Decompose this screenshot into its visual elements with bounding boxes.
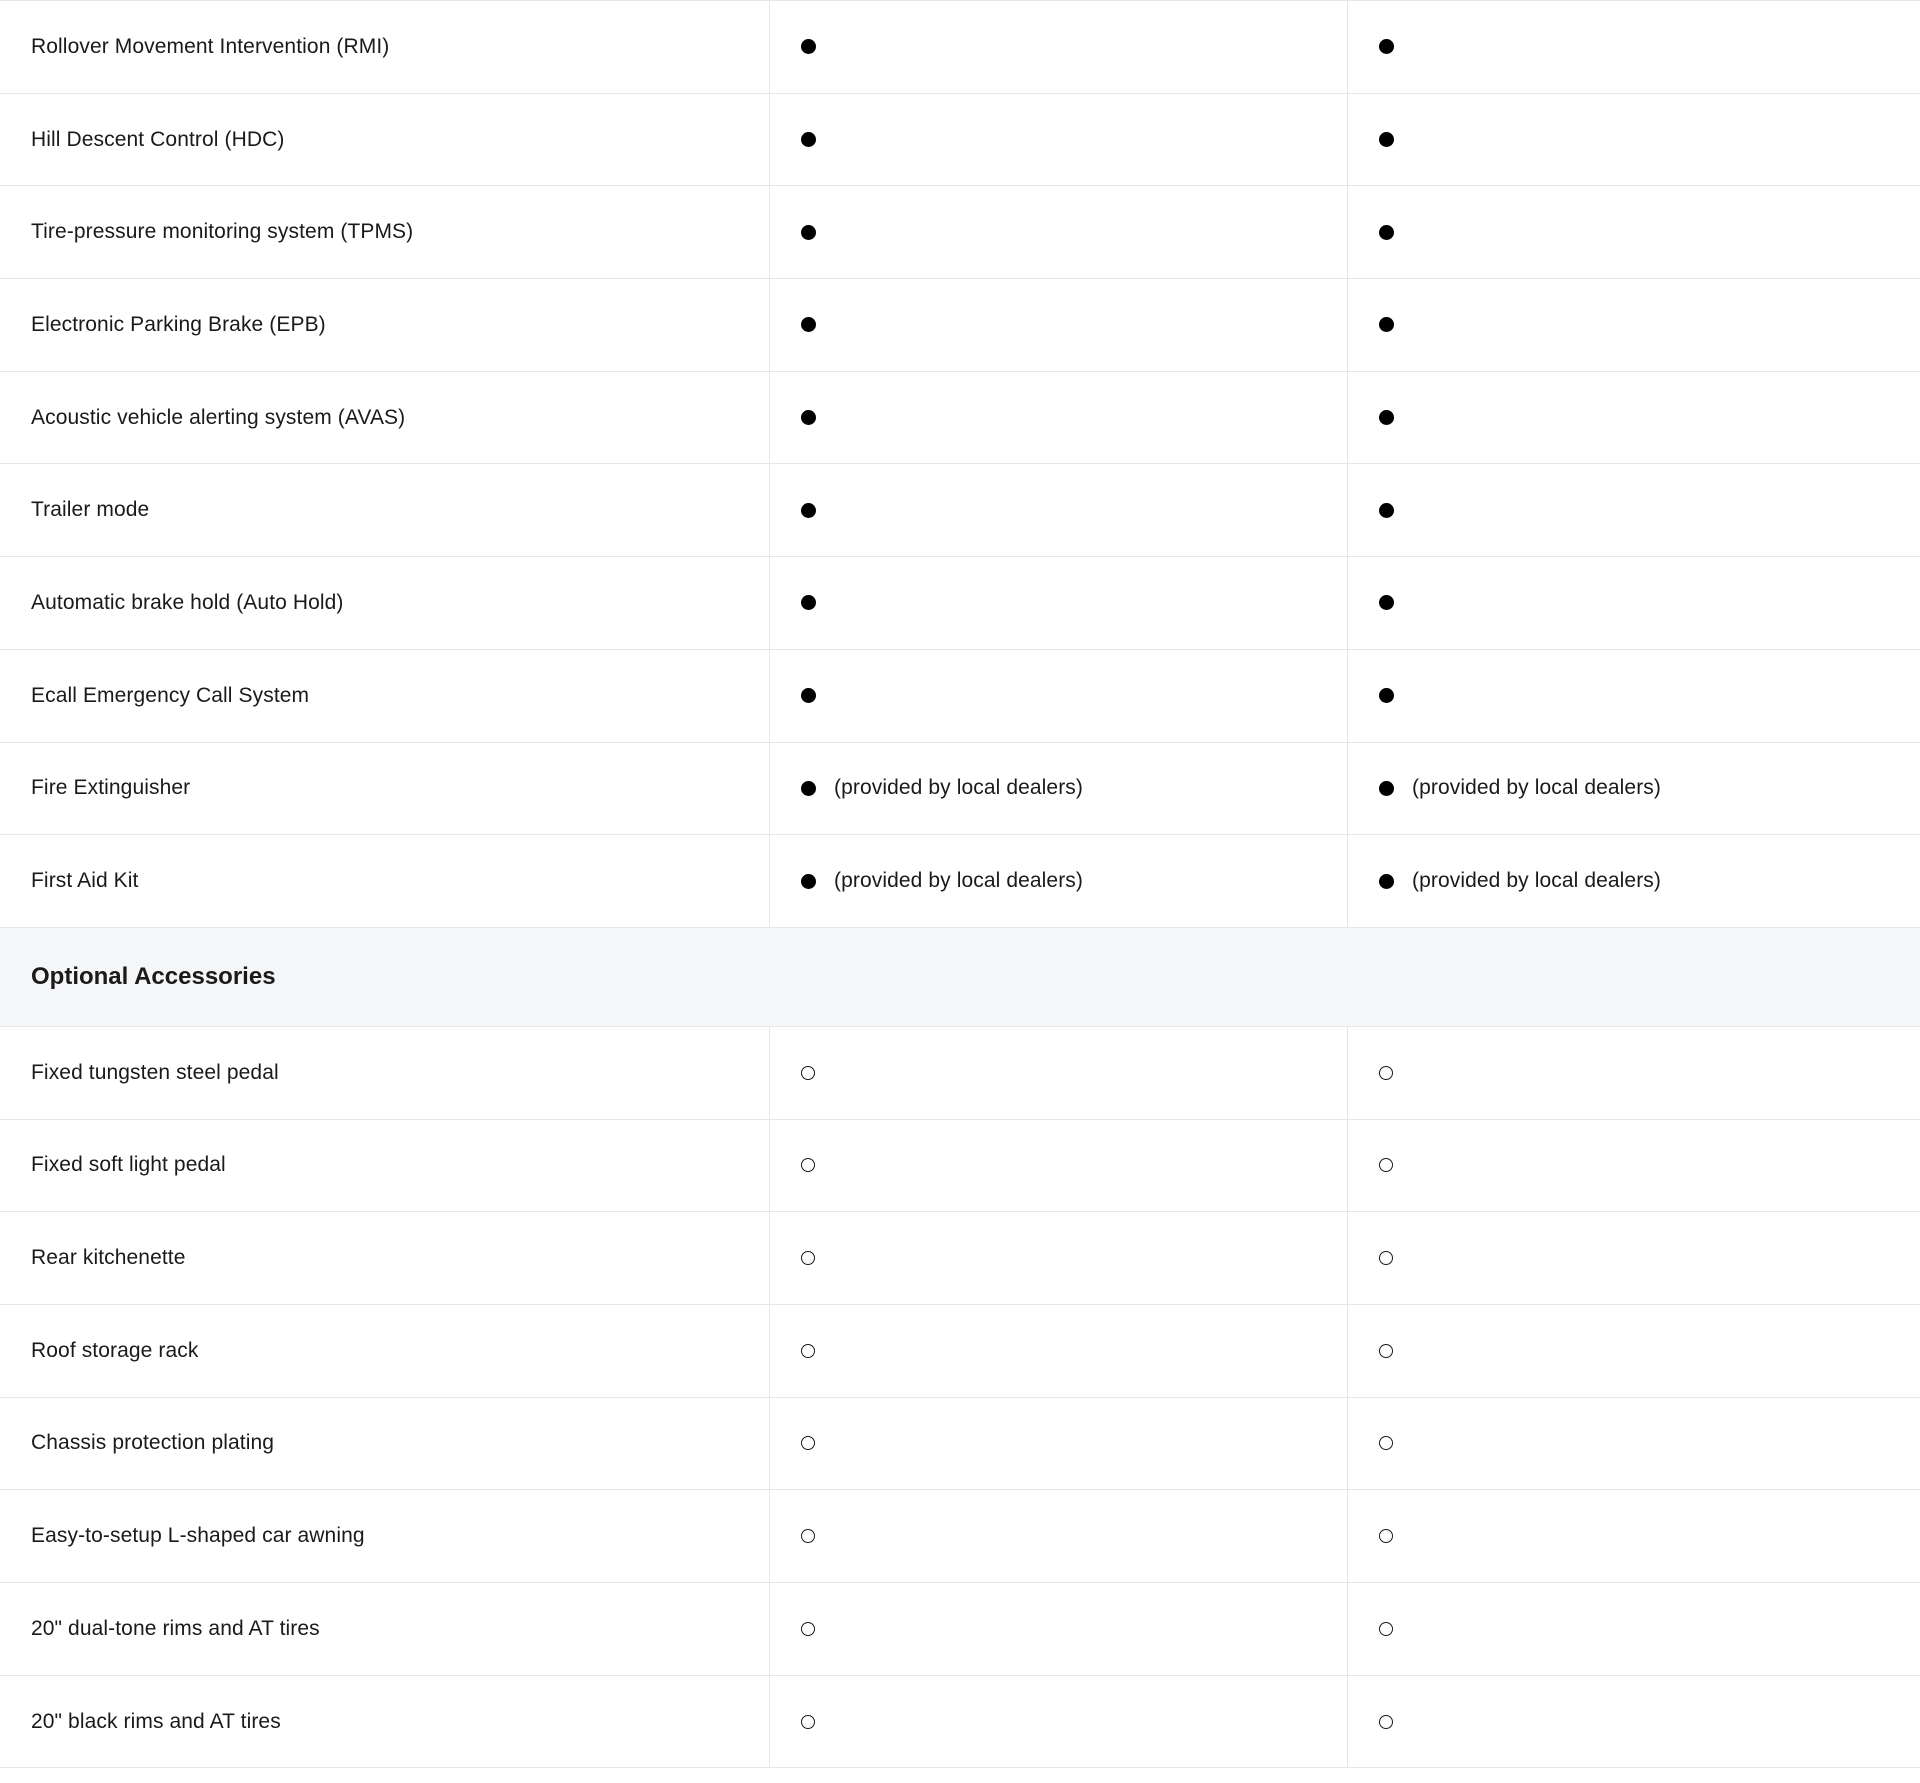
variant-a-cell	[770, 1, 1348, 93]
variant-a-cell	[770, 1212, 1348, 1304]
variant-b-cell	[1348, 557, 1920, 649]
table-row	[0, 1583, 1920, 1676]
variant-b-cell	[1348, 464, 1920, 556]
open-circle-icon	[801, 1344, 815, 1358]
table-row	[0, 1490, 1920, 1583]
filled-dot-icon	[1379, 410, 1394, 425]
filled-dot-icon	[801, 225, 816, 240]
variant-b-cell	[1348, 94, 1920, 186]
variant-b-cell	[1348, 1676, 1920, 1768]
variant-b-cell	[1348, 1490, 1920, 1582]
variant-b-cell	[1348, 1583, 1920, 1675]
filled-dot-icon	[801, 39, 816, 54]
variant-b-cell	[1348, 1398, 1920, 1490]
variant-a-cell	[770, 1027, 1348, 1119]
table-row	[0, 186, 1920, 279]
table-row	[0, 372, 1920, 465]
feature-label: Automatic brake hold (Auto Hold)	[0, 557, 770, 649]
feature-label: Tire-pressure monitoring system (TPMS)	[0, 186, 770, 278]
variant-a-cell	[770, 835, 1348, 927]
open-circle-icon	[801, 1529, 815, 1543]
feature-label: Trailer mode	[0, 464, 770, 556]
table-row	[0, 557, 1920, 650]
variant-b-cell	[1348, 1305, 1920, 1397]
feature-label: Ecall Emergency Call System	[0, 650, 770, 742]
variant-b-cell	[1348, 186, 1920, 278]
variant-b-cell	[1348, 372, 1920, 464]
table-row	[0, 650, 1920, 743]
table-row	[0, 1120, 1920, 1213]
accessory-label: Roof storage rack	[0, 1305, 770, 1397]
accessory-label: Chassis protection plating	[0, 1398, 770, 1490]
feature-label: Hill Descent Control (HDC)	[0, 94, 770, 186]
dealer-note: (provided by local dealers)	[834, 776, 1083, 800]
feature-label: First Aid Kit	[0, 835, 770, 927]
table-row	[0, 279, 1920, 372]
variant-a-cell	[770, 279, 1348, 371]
filled-dot-icon	[801, 317, 816, 332]
open-circle-icon	[1379, 1622, 1393, 1636]
open-circle-icon	[1379, 1251, 1393, 1265]
variant-a-cell	[770, 1305, 1348, 1397]
table-row	[0, 743, 1920, 836]
variant-a-cell	[770, 1676, 1348, 1768]
table-row	[0, 1398, 1920, 1491]
dealer-note: (provided by local dealers)	[1412, 869, 1661, 893]
variant-b-cell	[1348, 1027, 1920, 1119]
variant-a-cell	[770, 186, 1348, 278]
filled-dot-icon	[1379, 39, 1394, 54]
open-circle-icon	[801, 1251, 815, 1265]
dealer-note: (provided by local dealers)	[1412, 776, 1661, 800]
accessory-label: Fixed tungsten steel pedal	[0, 1027, 770, 1119]
filled-dot-icon	[801, 781, 816, 796]
variant-a-cell	[770, 557, 1348, 649]
filled-dot-icon	[801, 688, 816, 703]
variant-a-cell	[770, 94, 1348, 186]
variant-b-cell	[1348, 835, 1920, 927]
variant-a-cell	[770, 743, 1348, 835]
filled-dot-icon	[1379, 317, 1394, 332]
accessory-label: Rear kitchenette	[0, 1212, 770, 1304]
variant-b-cell	[1348, 1, 1920, 93]
filled-dot-icon	[801, 503, 816, 518]
filled-dot-icon	[1379, 503, 1394, 518]
open-circle-icon	[801, 1715, 815, 1729]
open-circle-icon	[1379, 1436, 1393, 1450]
open-circle-icon	[1379, 1344, 1393, 1358]
variant-b-cell	[1348, 650, 1920, 742]
filled-dot-icon	[801, 874, 816, 889]
accessory-label: Easy-to-setup L-shaped car awning	[0, 1490, 770, 1582]
variant-a-cell	[770, 1490, 1348, 1582]
section-header: Optional Accessories	[0, 928, 1920, 1027]
variant-b-cell	[1348, 1212, 1920, 1304]
table-row	[0, 94, 1920, 187]
feature-label: Rollover Movement Intervention (RMI)	[0, 1, 770, 93]
filled-dot-icon	[1379, 688, 1394, 703]
variant-a-cell	[770, 650, 1348, 742]
variant-b-cell	[1348, 279, 1920, 371]
open-circle-icon	[801, 1158, 815, 1172]
filled-dot-icon	[1379, 132, 1394, 147]
table-row	[0, 1305, 1920, 1398]
accessory-label: Fixed soft light pedal	[0, 1120, 770, 1212]
feature-label: Electronic Parking Brake (EPB)	[0, 279, 770, 371]
filled-dot-icon	[1379, 781, 1394, 796]
variant-a-cell	[770, 372, 1348, 464]
filled-dot-icon	[801, 595, 816, 610]
filled-dot-icon	[1379, 595, 1394, 610]
filled-dot-icon	[801, 410, 816, 425]
table-row	[0, 464, 1920, 557]
table-row	[0, 1676, 1920, 1769]
feature-label: Fire Extinguisher	[0, 743, 770, 835]
feature-label: Acoustic vehicle alerting system (AVAS)	[0, 372, 770, 464]
accessory-label: 20" black rims and AT tires	[0, 1676, 770, 1768]
open-circle-icon	[801, 1436, 815, 1450]
open-circle-icon	[1379, 1529, 1393, 1543]
open-circle-icon	[801, 1622, 815, 1636]
table-row	[0, 1027, 1920, 1120]
variant-b-cell	[1348, 743, 1920, 835]
open-circle-icon	[1379, 1158, 1393, 1172]
table-row	[0, 1, 1920, 94]
open-circle-icon	[1379, 1066, 1393, 1080]
dealer-note: (provided by local dealers)	[834, 869, 1083, 893]
table-row	[0, 1212, 1920, 1305]
filled-dot-icon	[1379, 874, 1394, 889]
variant-a-cell	[770, 1583, 1348, 1675]
open-circle-icon	[801, 1066, 815, 1080]
accessory-label: 20" dual-tone rims and AT tires	[0, 1583, 770, 1675]
variant-a-cell	[770, 1398, 1348, 1490]
variant-a-cell	[770, 1120, 1348, 1212]
variant-a-cell	[770, 464, 1348, 556]
table-row	[0, 835, 1920, 928]
variant-b-cell	[1348, 1120, 1920, 1212]
open-circle-icon	[1379, 1715, 1393, 1729]
filled-dot-icon	[801, 132, 816, 147]
filled-dot-icon	[1379, 225, 1394, 240]
